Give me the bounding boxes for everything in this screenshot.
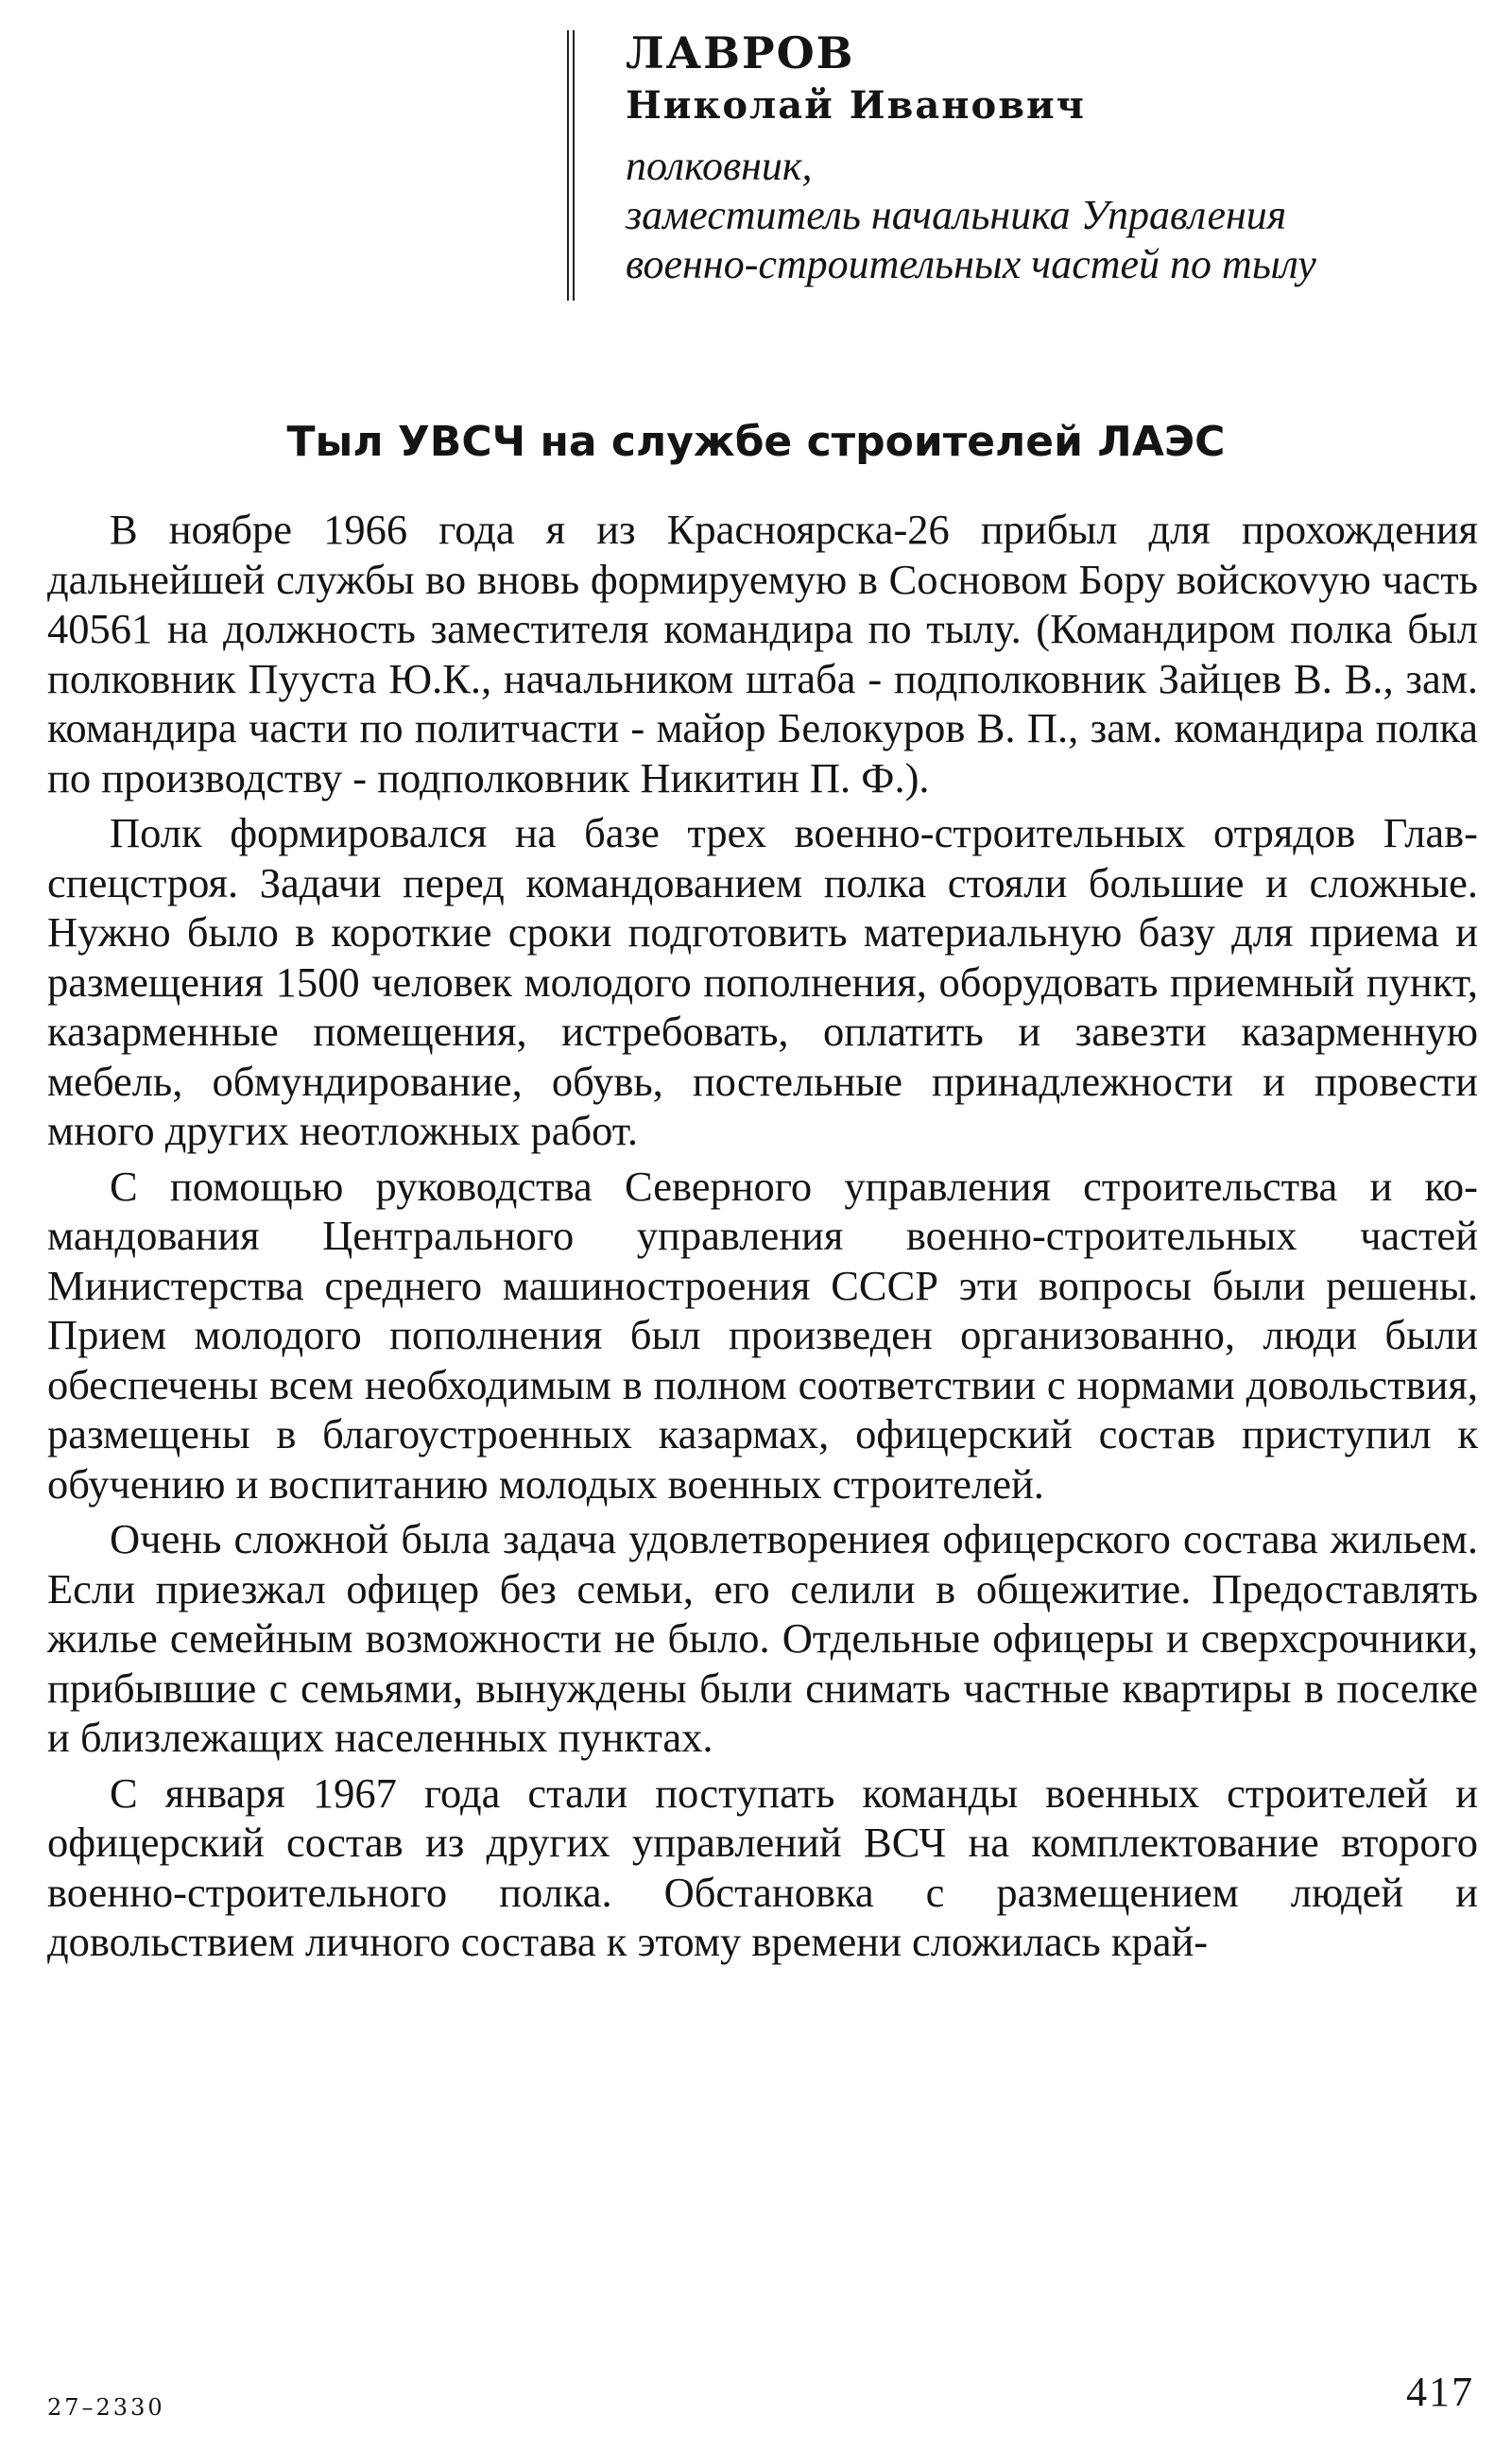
author-double-rule	[567, 30, 575, 301]
author-role-line: заместитель начальника Управления	[626, 192, 1287, 238]
body-paragraph: В ноябре 1966 года я из Красноярска-26 прибыл для прохождения дальнейшей службы во вновь формируемую в Сосновом Бору войскоvую часть 40561 на должность заместителя командира по тылу. (Командиром полка был полковник Пууста Ю.К., начальником штаба - подполковник Зайцев В. В., зам. командира части по политчасти - майор Белокуров В. П., зам. командира полка по производству - подполковник Никитин П. Ф.).	[47, 506, 1478, 802]
body-paragraph: Полк формировался на базе трех военно-строительных отрядов Главспецстроя. Задачи перед командованием полка стояли большие и сложные. Нужно было в короткие сроки подготовить материальную базу для приема и размещения 1500 человек молодого пополнения, оборудовать приемный пункт, казарменные помещения, истребовать, оплатить и завезти казарменную мебель, обмундирование, обувь, постельные принадлежности и провести много других неотложных работ.	[47, 809, 1478, 1154]
article-title: Тыл УВСЧ на службе строителей ЛАЭС	[286, 418, 1226, 466]
body-paragraph: С января 1967 года стали поступать команды военных строителей и офицерский состав из других управлений ВСЧ на комплектование второго военно-строительного полка. Обстановка с размещением людей и довольствием личного состава к этому времени сложилась край-	[47, 1768, 1478, 1965]
author-text	[626, 26, 1457, 289]
author-block	[567, 26, 1474, 310]
body-paragraph: С помощью руководства Северного управления строительства и командования Центрального управления военно-строительных частей Министерства среднего машиностроения СССР эти вопросы были решены. Прием молодого пополнения был произведен организованно, люди были обеспечены всем необходимым в полном соответствии с нормами довольствия, размещены в благоустроенных казармах, офицерский состав приступил к обучению и воспитанию молодых военных строителей.	[47, 1162, 1478, 1508]
author-surname: ЛАВРОВ	[626, 27, 855, 78]
author-role-line: военно-строительных частей по тылу	[626, 241, 1316, 287]
author-name: Николай Иванович	[626, 83, 1086, 128]
body-paragraph: Очень сложной была задача удовлетворениея офицерского состава жильем. Если приезжал офицер без семьи, его селили в общежитие. Предоставлять жилье семейным возможности не было. Отдельные офицеры и сверхсрочники, прибывшие с семьями, вынуждены были снимать частные квартиры в поселке и близлежащих населенных пунктах.	[47, 1515, 1478, 1761]
author-role-line: полковник,	[626, 143, 813, 189]
article-body	[47, 505, 1478, 1973]
page-number: 417	[1406, 2369, 1474, 2415]
print-signature-code: 27–2330	[47, 2394, 165, 2421]
